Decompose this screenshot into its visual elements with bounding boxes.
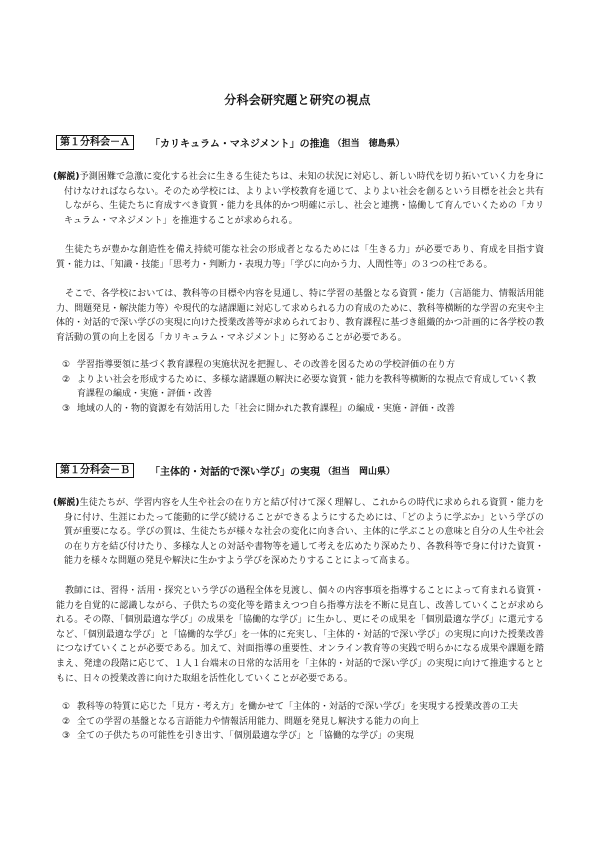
section-a-paragraph-1 bbox=[53, 170, 544, 228]
section-b-charge: （担当 岡山県） bbox=[323, 467, 396, 477]
section-a-kaisetsu: (解説) bbox=[53, 172, 80, 182]
section-b-kaisetsu: (解説) bbox=[53, 498, 80, 508]
section-a-charge: （担当 徳島県） bbox=[332, 139, 405, 149]
section-a-list bbox=[62, 358, 542, 416]
section-b-label: 第１分科会－Ｂ bbox=[56, 463, 134, 478]
page-title: 分科会研究題と研究の視点 bbox=[224, 93, 371, 107]
section-b-p1-text: 生徒たちが、学習内容を人生や社会の在り方と結び付けて深く理解し、これからの時代に求められる資質・能力を身に付け、生涯にわたって能動的に学び続けることができるようにするためには、「どのように学ぶか」という学びの質が重要になる。学びの質は、生徒たちが様々な社会の変化に向き合い、主体的に学ぶことの意味と自分の人生や社会の在り方を結び付けたり、多様な人との対話や書物等を通して考えを広めたり深めたり、各教科等で身に付けた資質・能力を様々な問題の発見や解決に生かすよう学びを深めたりすることによって高まる。 bbox=[64, 498, 544, 567]
list-item: ③ 地域の人的・物的資源を有効活用した「社会に開かれた教育課程」の編成・実施・評価・改善 bbox=[62, 403, 456, 414]
list-item: ① 教科等の特質に応じた「見方・考え方」を働かせて「主体的・対話的で深い学び」を実現する授業改善の工夫 bbox=[62, 702, 519, 712]
section-b-paragraph-2: 教師には、習得・活用・探究という学びの過程全体を見渡し、個々の内容事項を指導することによって育まれる資質・能力を自覚的に認識しながら、子供たちの変化等を踏まえつつ自ら指導方法を不断に見直し、改善していくことが求められる。その際、「個別最適な学び」の成果を「協働的な学び」に生かし、更にその成果を「個別最適な学び」に還元するなど、「個別最適な学び」と「協働的な学び」を一体的に充実し、「主体的・対話的で深い学び」の実現に向けた授業改善につなげていくことが必要である。加えて、対面指導の重要性、オンライン教育等の実践で明らかになる成果や課題を踏まえ、発達の段階に応じて、１人１台端末の日常的な活用を「主体的・対話的で深い学び」の実現に向けて推進するとともに、日々の授業改善に向けた取組を活性化していくことが必要である。 bbox=[56, 586, 544, 684]
section-a-paragraph-2: 生徒たちが豊かな創造性を備え持続可能な社会の形成者となるためには「生きる力」が必要であり、育成を目指す資質・能力は、「知識・技能」「思考力・判断力・表現力等」「学びに向かう力、人間性等」の３つの柱である。 bbox=[56, 245, 544, 270]
section-a-title: 「カリキュラム・マネジメント」の推進 bbox=[150, 139, 330, 150]
section-b-list bbox=[62, 700, 542, 744]
list-item: ① 学習指導要領に基づく教育課程の実施状況を把握し、その改善を図るための学校評価の在り方 bbox=[62, 360, 456, 370]
section-b-paragraph-1 bbox=[53, 496, 544, 569]
section-b-title: 「主体的・対話的で深い学び」の実現 bbox=[150, 467, 320, 478]
section-a-label: 第１分科会－Ａ bbox=[56, 135, 134, 150]
section-b-header bbox=[56, 463, 395, 478]
list-item: ② よりよい社会を形成するために、多様な諸課題の解決に必要な資質・能力を教科等横断的な視点で育成していく教育課程の編成・実施・評価・改善 bbox=[62, 374, 537, 400]
section-a-p1-text: 予測困難で急激に変化する社会に生きる生徒たちは、未知の状況に対応し、新しい時代を切り拓いていく力を身に付けなければならない。そのため学校には、よりよい学校教育を通じて、よりよい社会を創るという目標を社会と共有しながら、生徒たちに育成すべき資質・能力を具体的かつ明確に示し、社会と連携・協働して育んでいくための「カリキュラム・マネジメント」を推進することが求められる。 bbox=[64, 172, 544, 226]
list-item: ② 全ての学習の基盤となる言語能力や情報活用能力、問題を発見し解決する能力の向上 bbox=[62, 716, 420, 727]
section-a-header bbox=[56, 135, 405, 150]
list-item: ③ 全ての子供たちの可能性を引き出す、「個別最適な学び」と「協働的な学び」の実現 bbox=[62, 731, 414, 742]
section-a-paragraph-3: そこで、各学校においては、教科等の目標や内容を見通し、特に学習の基盤となる資質・能力（言語能力、情報活用能力、問題発見・解決能力等）や現代的な諸課題に対応して求められる力の育成のために、教科等横断的な学習の充実や主体的・対話的で深い学びの実現に向けた授業改善等が求められており、教育課程に基づき組織的かつ計画的に各学校の教育活動の質の向上を図る「カリキュラム・マネジメント」に努めることが必要である。 bbox=[56, 289, 544, 343]
